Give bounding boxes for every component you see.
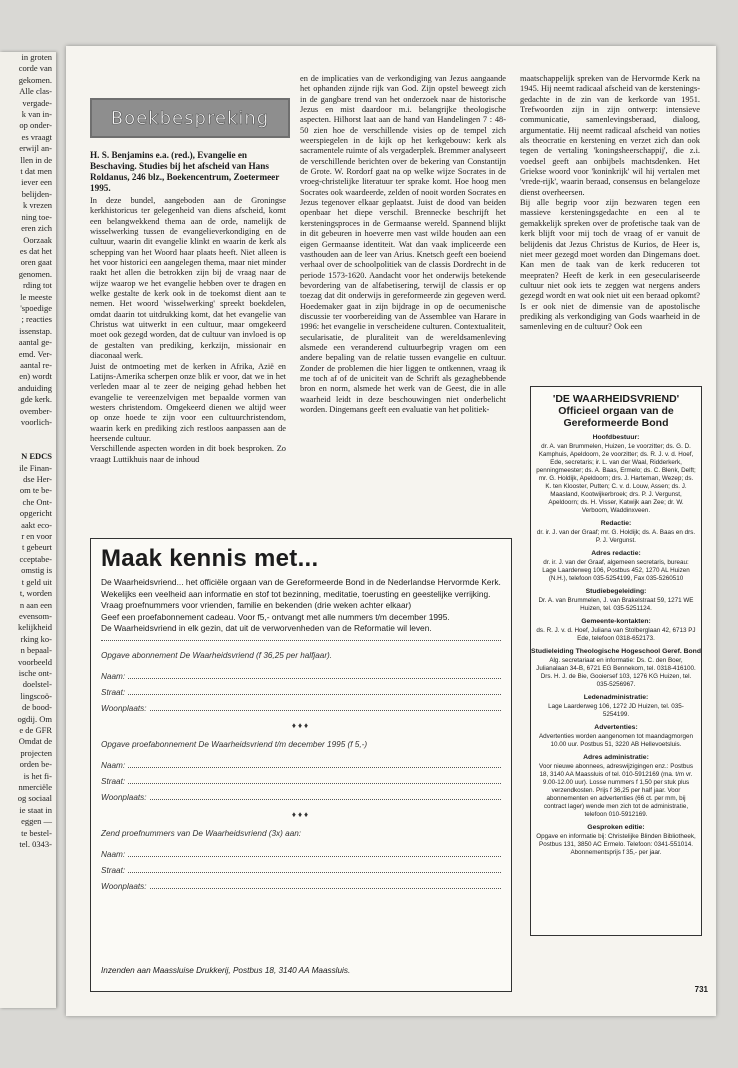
strip-text-line: omstig is — [21, 565, 52, 576]
strip-text-line: t, worden — [19, 588, 52, 599]
strip-text-line: e de GFR — [19, 724, 52, 735]
ad-intro-line: Wekelijks een veelheid aan informatie en stof tot bezinning, meditatie, toerusting en geestelijke verrijking. — [101, 588, 491, 599]
strip-text-line — [0, 428, 56, 439]
order-form — [101, 651, 501, 891]
colophon-section-heading: Studieleiding Theologische Hogeschool Geref. Bond — [531, 648, 701, 655]
ad-intro-line: De Waarheidsvriend in elk gezin, dat uit de verworvenheden van de Reformatie wil leven. — [101, 623, 432, 634]
strip-text-line: oren gaat — [20, 257, 52, 268]
strip-text-line: in groten — [21, 52, 52, 62]
colophon-section-text: Opgave en informatie bij: Christelijke Blinden Bibliotheek, Postbus 131, 3850 AC Ermelo. Telefoon: 0341-551014. Abonnementsprijs f 35,- per jaar. — [536, 833, 696, 856]
strip-text-line: evensom- — [18, 610, 52, 621]
street-label: Straat: — [101, 865, 126, 875]
book-review-column-2 — [300, 74, 506, 415]
strip-text-line: n aan een — [19, 599, 52, 610]
section-banner — [90, 98, 290, 138]
colophon-section-heading: Advertenties: — [594, 724, 638, 731]
strip-text-line: es vraagt — [21, 131, 52, 142]
name-field[interactable] — [101, 846, 501, 859]
colophon-title — [535, 393, 697, 429]
name-field[interactable] — [101, 668, 501, 681]
page-number: 731 — [694, 985, 708, 994]
banner-title: Boekbespreking — [110, 107, 270, 129]
colophon-section-heading: Redactie: — [600, 520, 632, 527]
name-label: Naam: — [101, 849, 126, 859]
strip-text-line: anduiding — [18, 382, 52, 393]
strip-text-line: is het fi- — [23, 770, 52, 781]
strip-text-line: emd. Ver- — [18, 348, 52, 359]
subscription-advertisement — [90, 538, 512, 992]
strip-text-line: erwijl an- — [19, 143, 52, 154]
strip-text-line: k vrezen — [22, 200, 52, 211]
strip-text-line: rding tot — [22, 280, 52, 291]
colophon-section-heading: Gesproken editie: — [587, 824, 645, 831]
ad-intro-line: Vraag proefnummers voor vrienden, familie en bekenden (drie weken achter elkaar) — [101, 600, 412, 611]
street-field[interactable] — [101, 773, 501, 786]
name-label: Naam: — [101, 760, 126, 770]
strip-text-line: ile Finan- — [19, 462, 52, 473]
strip-text-line: Alle clas- — [19, 86, 52, 97]
book-review-column-1 — [90, 150, 286, 465]
strip-text-line: de bood- — [22, 702, 52, 713]
book-title: H. S. Benjamins e.a. (red.), Evangelie en Beschaving. Studies bij het afscheid van Hans Roldanus, 246 blz., Boekencentrum, Zoetermeer 1995. — [90, 150, 280, 193]
strip-text-line: voorbeeld — [18, 656, 52, 667]
strip-text-line: Omdat de — [18, 736, 52, 747]
city-field[interactable] — [101, 789, 501, 802]
divider — [101, 640, 501, 641]
street-field[interactable] — [101, 862, 501, 875]
colophon-section-heading: Adres redactie: — [591, 550, 641, 557]
strip-text-line: en) wordt — [19, 371, 52, 382]
colophon-section-text: Alg. secretariaat en informatie: Ds. C. den Boer, Julianalaan 34-B, 6721 EG Bennekom, tel. 0318-416100. Drs. H. J. de Bie, Gooiersef 103, 1276 KG Huizen, tel. 035-5256967. — [536, 657, 696, 688]
strip-text-line: rking ko- — [20, 633, 52, 644]
strip-text-line: iever een — [21, 177, 52, 188]
strip-text-line: ovember- — [19, 405, 52, 416]
strip-text-line: corde van — [18, 63, 52, 74]
review-paragraph: Juist de ontmoeting met de kerken in Afrika, Azië en Latijns-Amerika scherpen onze blik er voor, dat we in het verleden maar al te zeer de neiging gehad hebben het evangelie te vereenzelvigen met bepaalde vormen van westers christendom. Omgekeerd dienen we altijd weer op onze hoede te zijn voor een cultuurchristendom, waarin kerk en prediking zich restloos aanpassen aan de heersende cultuur. — [90, 361, 286, 443]
ad-footer-address: Inzenden aan Maassluise Drukkerij, Postbus 18, 3140 AA Maassluis. — [101, 966, 351, 975]
diamond-separator: ♦♦♦ — [291, 720, 311, 730]
colophon-section-text: dr. ir. J. van der Graaf; mr. G. Holdijk; ds. A. Baas en drs. P. J. Vergunst. — [536, 529, 696, 544]
strip-text-line: orden be- — [19, 759, 52, 770]
form-option-subscription[interactable]: Opgave abonnement De Waarheidsvriend (f 36,25 per halfjaar). — [101, 650, 333, 660]
street-field[interactable] — [101, 684, 501, 697]
colophon-section-heading: Studiebegeleiding: — [585, 588, 647, 595]
colophon-sections — [531, 434, 701, 857]
street-label: Straat: — [101, 687, 126, 697]
strip-text-line: og sociaal — [17, 793, 52, 804]
strip-text-line: issenstap. — [19, 325, 52, 336]
strip-text-line: voorlich- — [20, 417, 52, 427]
strip-text-line — [0, 440, 56, 451]
colophon-section-heading: Ledenadministratie: — [583, 694, 649, 701]
strip-text-line: gde kerk. — [20, 394, 52, 405]
strip-text-line: te bestel- — [21, 827, 52, 838]
strip-text-line: eren zich — [21, 223, 52, 234]
strip-text-line: t geld uit — [21, 576, 52, 587]
colophon-section-heading: Hoofdbestuur: — [592, 434, 640, 441]
strip-text-line: ning toe- — [21, 211, 52, 222]
ad-intro-line: De Waarheidsvriend... het officiële orgaan van de Gereformeerde Bond in de Nederlandse Hervormde Kerk. — [101, 577, 501, 587]
strip-text-line: eggen — — [21, 816, 52, 827]
city-label: Woonplaats: — [101, 881, 147, 891]
strip-text-line: gekomen. — [18, 74, 52, 85]
strip-text-line: cceptabe- — [19, 553, 52, 564]
strip-text-line: om te be- — [19, 485, 52, 496]
colophon-section-text: Dr. A. van Brummelen, J. van Brakelstraat 59, 1271 WE Huizen, tel. 035-5251124. — [538, 597, 694, 612]
strip-text-line: r en voor — [21, 531, 52, 542]
ad-intro-line: Geef een proefabonnement cadeau. Voor f5,- ontvangt met alle nummers t/m december 1995. — [101, 611, 450, 622]
colophon-section-text: dr. ir. J. van der Graaf, algemeen secretaris, bureau: Lage Laarderweg 106, Postbus 452, 1270 AL Huizen (N.H.), telefoon 035-5254199, Fax 035-5260510 — [542, 559, 690, 582]
form-option-trial[interactable]: Opgave proefabonnement De Waarheidsvriend t/m december 1995 (f 5,-) — [101, 739, 368, 749]
colophon-section-heading: Adres administratie: — [583, 754, 649, 761]
strip-text-line: opgericht — [19, 508, 52, 519]
review-paragraph: Verschillende aspecten worden in dit boek besproken. Zo vraagt Luttikhuis naar de inhoud — [90, 444, 286, 464]
ad-heading: Maak kennis met... — [101, 545, 319, 572]
name-field[interactable] — [101, 757, 501, 770]
strip-text-line: Oorzaak — [23, 234, 52, 245]
strip-text-line: che Ont- — [22, 496, 52, 507]
strip-text-line: llen in de — [20, 154, 52, 165]
review-paragraph: Bij alle begrip voor zijn bezwaren tegen een massieve kersteningsgedachte en een al te gemakkelijk spreken over de profetische taak van de kerk blijft voor mij toch de vraag of er vanuit de belijdenis dat Jezus Christus de Kurios, de Heer is, niet meer gezegd moet worden dan Dingemans doet. Kan men de taak van de kerk reduceren tot meepraten? Heeft de kerk in een geseculariseerde cultuur niet ook iets te zeggen wat nergens anders gezegd wordt en wat ook niet uit een beraad opkomt? Is er ook niet de dimensie van de apostolische prediking als verkondiging van Gods waarheid in de samenleving en de cultuur? Ook een — [520, 198, 700, 332]
strip-text-line: vergade- — [22, 97, 52, 108]
city-label: Woonplaats: — [101, 703, 147, 713]
colophon-title-line: 'DE WAARHEIDSVRIEND' — [552, 393, 680, 405]
colophon-section-text: ds. R. J. v. d. Hoef, Juliana van Stolberglaan 42, 6713 PJ Ede, telefoon 0318-652173. — [536, 627, 696, 642]
strip-text-line: aakt eco- — [21, 519, 52, 530]
city-label: Woonplaats: — [101, 792, 147, 802]
colophon-section-text: Voor nieuwe abonnees, adreswijzigingen enz.: Postbus 18, 3140 AA Maassluis of tel. 010-5912169 (ma. t/m vr. 9.00-12.00 uur). Losse nummers f 1,50 per stuk plus verzendkosten. Prijs f 36,25 per half jaar. Voor abonnementen en advertenties (66 ct. per mm, bij contract lager) wende men zich tot de administratie, telefoon 010-5912169. — [538, 763, 694, 818]
colophon-box — [530, 386, 702, 936]
strip-text-line: n bepaal- — [20, 645, 52, 656]
street-label: Straat: — [101, 776, 126, 786]
strip-text-line: projecten — [20, 747, 52, 758]
city-field[interactable] — [101, 700, 501, 713]
strip-text-line: k van in- — [21, 109, 52, 120]
review-paragraph: en de implicaties van de verkondiging van Jezus aangaande het ophanden zijnde rijk van God. Zijn opstel beweegt zich in de gangbare trend van het onderzoek naar de historische Jezus en mist daardoor m.i. belangrijke theologische aspecten. Hilhorst laat aan de hand van Handelingen 7 : 48-50 zien hoe de verschillende visies op de tempel zich weerspiegelen in de kijk op het kerkgebouw: kerk als sacramentele ruimte of als vergaderplek. Bremmer analyseert de verschillende berichten over de bekering van Constantijn de Grote. W. Rordorf gaat na op welke wijze Socrates in de vroeg-christelijke literatuur ter sprake komt. Hoe hoog men Socrates ook waardeerde, zelden of nooit worden Socrates en Jezus tegenover elkaar geplaatst. Juist de dood van beiden openbaar het diepe verschil. Brennecke beschrijft het kersteningsproces in de Germaanse wereld. Spannend blijkt in dit gebeuren in hoeverre men vast wilde houden aan een eigen Germaanse identiteit. Wat dan vaak impliceerde een vasthouden aan de leer van Arius. Knetsch geeft een boeiend verhaal over de schoolpolitiek van de classis Dordrecht in de periode 1573-1620. Aandacht voor het onderwijs betekende bevordering van de alfabetisering, terwijl de classis er op toezag dat dit onderwijs in gereformeerde zin gegeven werd. Hoedemaker gaat in zijn bijdrage in op de oecumenische discussie ter voorbereiding van de Assemblee van Harare in 1996: het evangelie in verscheidene culturen. Contextualiteit, secularisatie, de pluraliteit van de wereldsamenleving alsmede een veranderend cultuurbegrip vragen om een andere bepaling van de relatie tussen evangelie en cultuur. Zonder de problemen die hier liggen te ontkennen, vraag ik me toch af of de uniciteit van de Schrift als gezaghebbende bron en norm, alsmede het werk van de Geest, die in alle waarheid leidt in deze beschouwingen niet onderbelicht worden. Dingemans geeft een evaluatie van het politiek- — [300, 74, 506, 414]
strip-text-line: ; reacties — [21, 314, 52, 325]
strip-text-line: doelstel- — [22, 679, 52, 690]
colophon-section-text: dr. A. van Brummelen, Huizen, 1e voorzitter; ds. G. D. Kamphuis, Apeldoorn, 2e voorzitter; ds. R. J. v. d. Hoef, Ede, secretaris; ir. L. van der Waal, Ridderkerk, penningmeester; ds. A. Baas, Ermelo; ds. C. Blenk, Delft; mr. G. Holdijk, Apeldoorn; drs. J. Harteman, Wezep; ds. K. ten Klooster, Putten; C. v. d. Louw, Assen; ds. J. Maasland, Kootwijkerbroek; drs. P. J. Vergunst, Apeldoorn; ds. H. Visser, Katwijk aan Zee; dr. W. Verboom, Waddinxveen. — [536, 443, 696, 514]
strip-text-line: ische ont- — [18, 667, 52, 678]
colophon-section-text: Advertenties worden aangenomen tot maandagmorgen 10.00 uur. Postbus 51, 3220 AB Hellevoetsluis. — [538, 733, 694, 748]
strip-text-line: dse Her- — [23, 474, 52, 485]
colophon-subtitle: Officieel orgaan van de Gereformeerde Bond — [558, 405, 674, 429]
book-review-column-3 — [520, 74, 700, 333]
strip-text-line: t dat men — [20, 166, 52, 177]
strip-text-line: tel. 0343- — [19, 839, 52, 850]
strip-text-line: op onder- — [19, 120, 52, 131]
strip-text-line: aantal re- — [20, 359, 52, 370]
colophon-section-text: Lage Laarderweg 106, 1272 JD Huizen, tel. 035-5254199. — [548, 703, 684, 718]
form-option-sample-issues[interactable]: Zend proefnummers van De Waarheidsvriend (3x) aan: — [101, 828, 302, 838]
name-label: Naam: — [101, 671, 126, 681]
strip-text-line: lingscoö- — [20, 690, 52, 701]
city-field[interactable] — [101, 878, 501, 891]
magazine-page — [66, 46, 716, 1016]
strip-text-line: 'spoedige — [20, 302, 52, 313]
adjacent-page-strip — [0, 52, 56, 1008]
strip-text-line: belijden- — [21, 188, 52, 199]
review-paragraph: maatschappelijk spreken van de Hervormde Kerk na 1945. Hij neemt radicaal afscheid van de kersteningsgedachte in de zin van de kerkorde van 1951. Trefwoorden zijn in zijn ontwerp: intensieve communicatie, samenlevingsberaad, dialoog, argumentatie. Hij neemt radicaal afscheid van noties als theocratie en kerstening en verzet zich dan ook tegen de vertaling 'koningsheerschappij', die z.i. voedsel geeft aan onbijbels machtsdenken. Het Griekse woord voor 'koninkrijk' wil hij vertalen met 'vrede-rijk', waarin beraad, consensus en belangeloze dienst overheersen. — [520, 74, 701, 197]
strip-text-line: es dat het — [19, 245, 52, 256]
strip-text-line: le meeste — [20, 291, 52, 302]
strip-text-line: t gebeurt — [22, 542, 52, 553]
diamond-separator: ♦♦♦ — [291, 809, 311, 819]
strip-text-line: N EDCS — [21, 451, 52, 462]
strip-text-line: kelijkheid — [18, 622, 52, 633]
strip-text-line: ogdij. Om — [17, 713, 52, 724]
strip-text-line: nmerciële — [18, 782, 52, 792]
colophon-section-heading: Gemeente-kontakten: — [581, 618, 651, 625]
ad-intro — [101, 577, 501, 634]
strip-text-line: aantal ge- — [18, 337, 52, 348]
strip-text-line: genomen. — [18, 268, 52, 279]
strip-text-line: ie staat in — [19, 804, 52, 815]
review-paragraph: In deze bundel, aangeboden aan de Groningse kerkhistoricus ter gelegenheid van diens afscheid, komt een belangwekkend thema aan de orde, namelijk de wisselwerking tussen de evangelieverkondiging en de cultuur, waarin dit evangelie klinkt en waarin de kerk als schepping van het Woord haar plaats heeft. Niet alleen is het voor historici een aangelegen thema, maar niet minder raakt het allen die betrokken zijn bij de vraag naar de wijze waarop we het evangelie hebben over te dragen en welke gestalte de kerk ook in de toekomst dient aan te nemen. Het woord 'wisselwerking' spreekt boekdelen, omdat daarin tot uitdrukking komt, dat het evangelie van Christus wat uitwerkt in een cultuur, maar omgekeerd moet ook gezegd worden, dat de cultuur van invloed is op de gestalten van prediking, kerkzijn, missionair en diaconaal werk. — [90, 196, 286, 361]
